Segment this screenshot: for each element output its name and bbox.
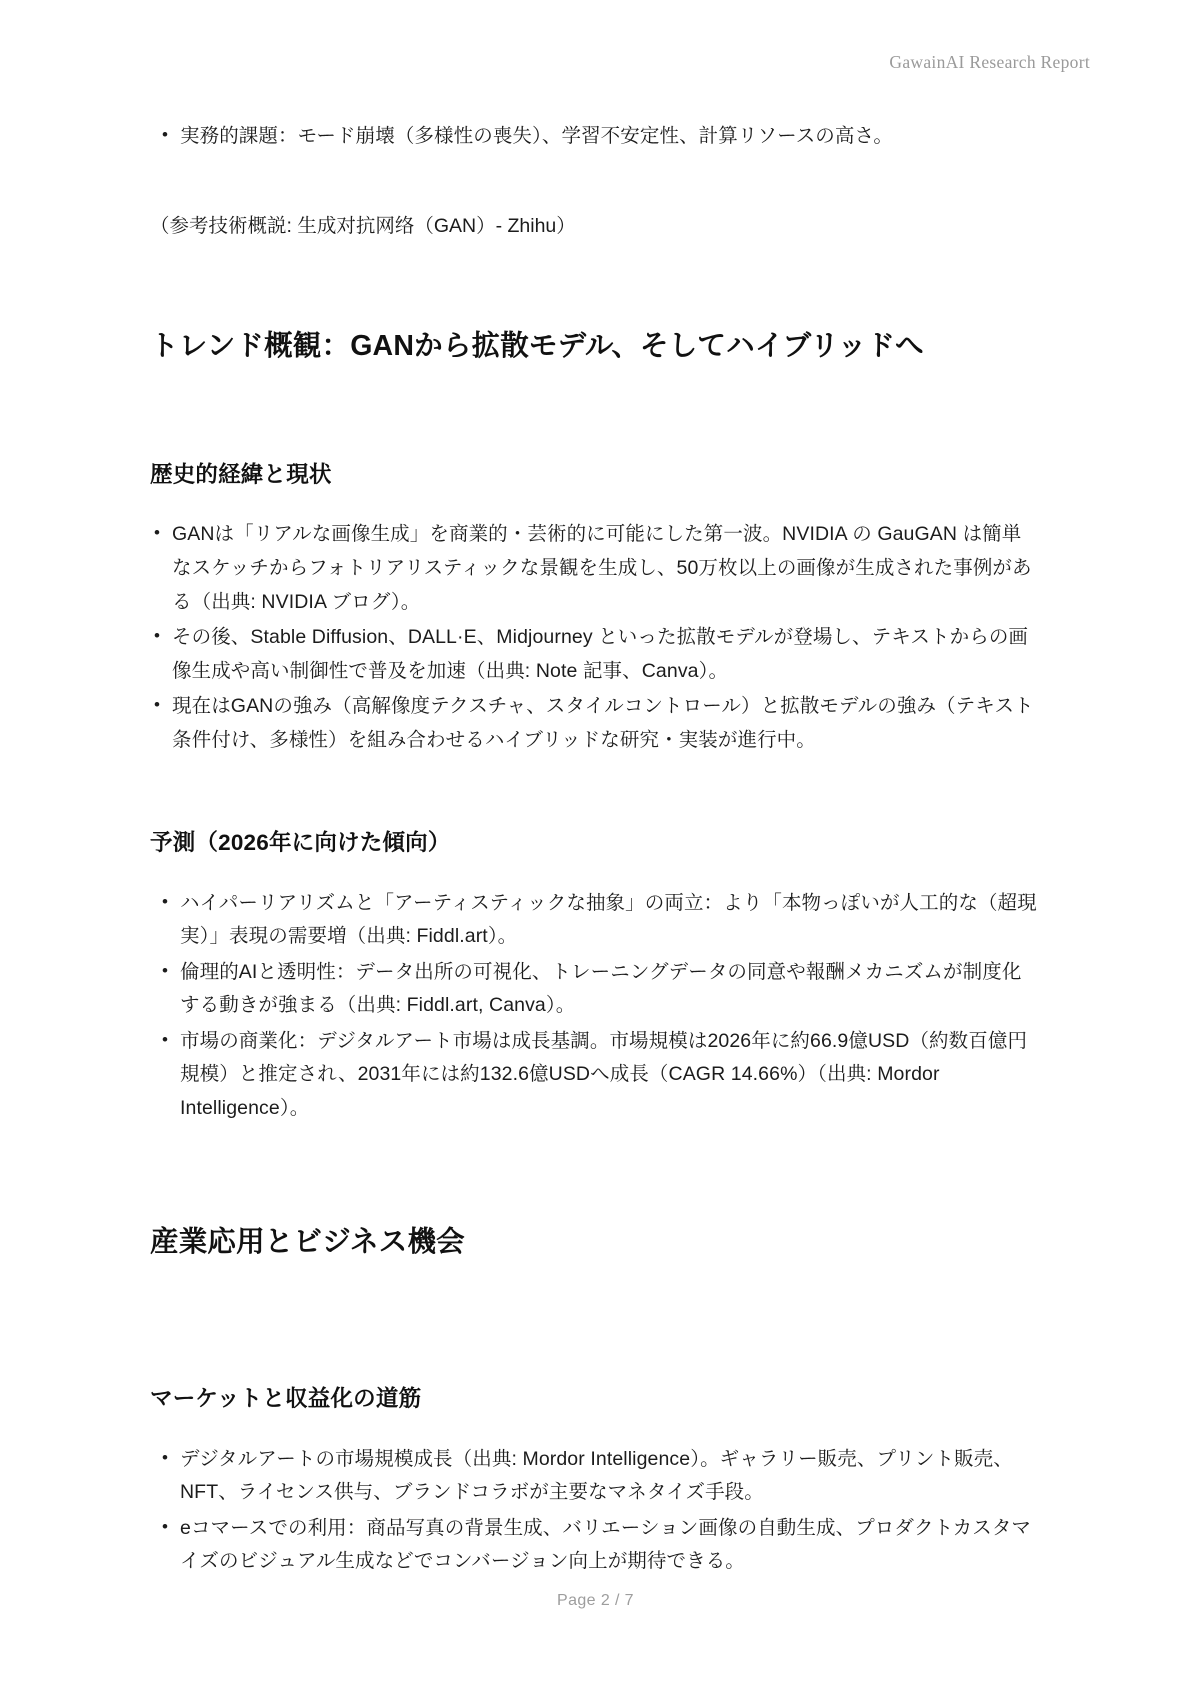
section-title-industry: 産業応用とビジネス機会 <box>150 1226 465 1259</box>
list-item: • GANは「リアルな画像生成」を商業的・芸術的に可能にした第一波。NVIDIA の GauGAN は簡単なスケッチからフォトリアリスティックな景観を生成し、50万枚以上の画像が生成された事例がある（出典: NVIDIA ブログ）。 <box>150 518 1040 619</box>
reference-note: （参考技術概説: 生成对抗网络（GAN）- Zhihu） <box>150 214 576 237</box>
running-header: GawainAI Research Report <box>889 52 1090 72</box>
subsection-title-forecast: 予測（2026年に向けた傾向） <box>150 830 451 856</box>
forecast-bullet-list <box>150 887 1040 1126</box>
section-title-trend: トレンド概観：GANから拡散モデル、そしてハイブリッドへ <box>150 330 924 363</box>
subsection-title-market: マーケットと収益化の道筋 <box>150 1386 422 1412</box>
history-bullet-list <box>150 518 1040 757</box>
list-item: • その後、Stable Diffusion、DALL·E、Midjourney といった拡散モデルが登場し、テキストからの画像生成や高い制御性で普及を加速（出典: Note 記事、Canva）。 <box>150 621 1040 688</box>
list-item: • デジタルアートの市場規模成長（出典: Mordor Intelligence）。ギャラリー販売、プリント販売、NFT、ライセンス供与、ブランドコラボが主要なマネタイズ手段。 <box>150 1443 1040 1510</box>
list-item: • 倫理的AIと透明性：データ出所の可視化、トレーニングデータの同意や報酬メカニズムが制度化する動きが強まる（出典: Fiddl.art, Canva）。 <box>150 956 1040 1023</box>
page-footer: Page 2 / 7 <box>557 1592 634 1609</box>
list-item: • 実務的課題：モード崩壊（多様性の喪失）、学習不安定性、計算リソースの高さ。 <box>150 120 1040 154</box>
list-item: • 現在はGANの強み（高解像度テクスチャ、スタイルコントロール）と拡散モデルの強み（テキスト条件付け、多様性）を組み合わせるハイブリッドな研究・実装が進行中。 <box>150 690 1040 757</box>
intro-bullet-list <box>150 120 1040 154</box>
page-content <box>150 120 1040 1581</box>
market-bullet-list <box>150 1443 1040 1579</box>
list-item: • ハイパーリアリズムと「アーティスティックな抽象」の両立：より「本物っぽいが人工的な（超現実）」表現の需要増（出典: Fiddl.art）。 <box>150 887 1040 954</box>
list-item: • eコマースでの利用：商品写真の背景生成、バリエーション画像の自動生成、プロダクトカスタマイズのビジュアル生成などでコンバージョン向上が期待できる。 <box>150 1512 1040 1579</box>
list-item: • 市場の商業化：デジタルアート市場は成長基調。市場規模は2026年に約66.9億USD（約数百億円規模）と推定され、2031年には約132.6億USDへ成長（CAGR 14.66%）（出典: Mordor Intelligence）。 <box>150 1025 1040 1126</box>
subsection-title-history: 歴史的経緯と現状 <box>150 461 332 487</box>
